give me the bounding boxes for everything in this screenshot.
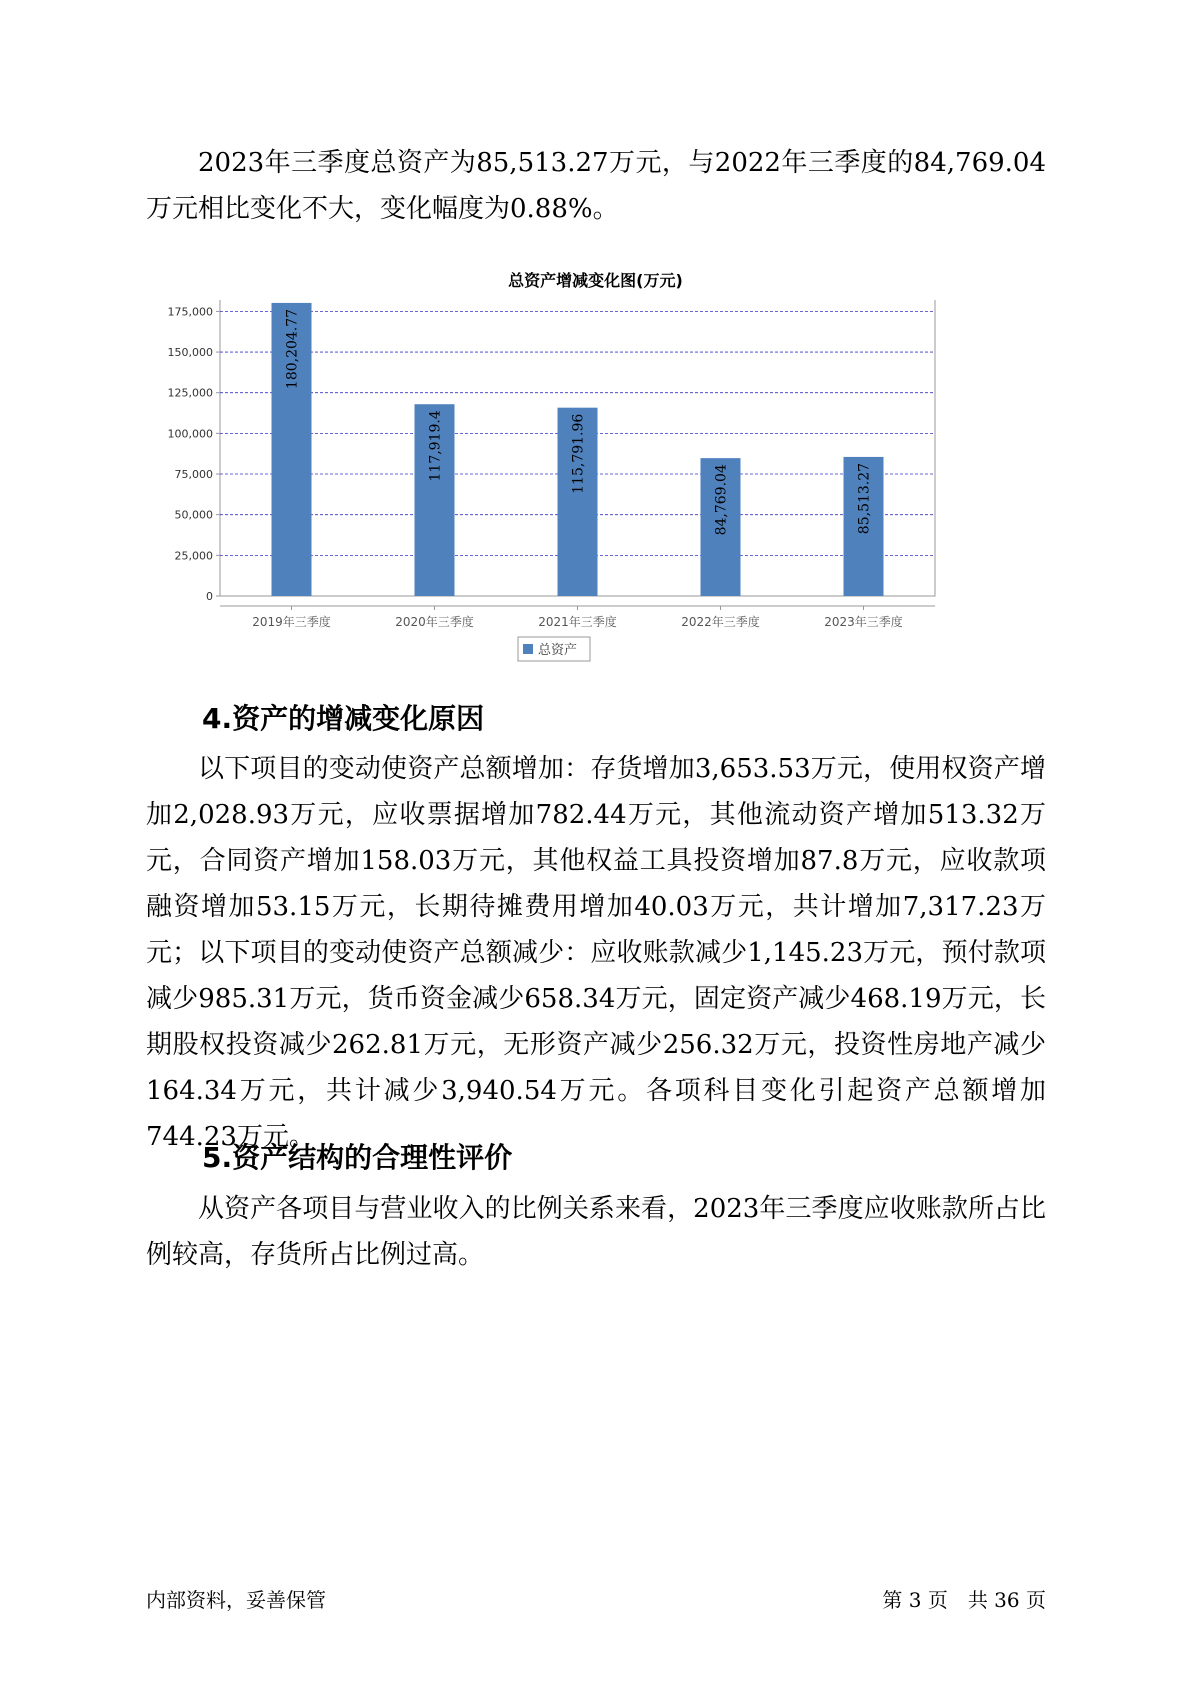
x-tick-label: 2023年三季度 (824, 615, 903, 629)
intro-paragraph: 2023年三季度总资产为85,513.27万元，与2022年三季度的84,769.04万元相比变化不大，变化幅度为0.88%。 (146, 148, 1046, 224)
y-tick-label: 50,000 (174, 508, 213, 522)
x-tick-label: 2020年三季度 (395, 615, 474, 629)
y-tick-label: 75,000 (174, 468, 213, 482)
section-4-paragraph: 以下项目的变动使资产总额增加：存货增加3,653.53万元，使用权资产增加2,028.93万元，应收票据增加782.44万元，其他流动资产增加513.32万元，合同资产增加158.03万元，其他权益工具投资增加87.8万元，应收款项融资增加53.15万元，长期待摊费用增加40.03万元，共计增加7,317.23万元；以下项目的变动使资产总额减少：应收账款减少1,145.23万元，预付款项减少985.31万元，货币资金减少658.34万元，固定资产减少468.19万元，长期股权投资减少262.81万元，无形资产减少256.32万元，投资性房地产减少164.34万元，共计减少3,940.54万元。各项科目变化引起资产总额增加744.23万元。 (146, 754, 1046, 1152)
bar-data-label: 84,769.04 (713, 464, 730, 536)
section-5-paragraph: 从资产各项目与营业收入的比例关系来看，2023年三季度应收账款所占比例较高，存货所占比例过高。 (146, 1194, 1046, 1270)
bar-data-label: 117,919.4 (427, 410, 444, 482)
total-assets-bar-chart (160, 300, 1020, 720)
x-tick-label: 2022年三季度 (681, 615, 760, 629)
y-tick-label: 25,000 (174, 549, 213, 563)
bar-data-label: 115,791.96 (570, 413, 587, 494)
bar-data-label: 85,513.27 (856, 462, 873, 535)
y-tick-label: 100,000 (167, 427, 213, 441)
footer-page-number: 第 3 页 共 36 页 (882, 1588, 1046, 1612)
footer-confidential-note: 内部资料，妥善保管 (146, 1588, 326, 1612)
section-5-heading: 5.资产结构的合理性评价 (202, 1141, 513, 1174)
bar-data-label: 180,204.77 (284, 308, 301, 390)
x-tick-label: 2019年三季度 (252, 615, 331, 629)
section-4-heading: 4.资产的增减变化原因 (202, 702, 485, 735)
y-tick-label: 150,000 (167, 346, 213, 360)
chart-title: 总资产增减变化图(万元) (508, 271, 683, 290)
y-tick-label: 0 (206, 590, 213, 603)
y-tick-label: 175,000 (167, 305, 213, 319)
y-tick-label: 125,000 (167, 386, 213, 400)
legend-label: 总资产 (538, 643, 578, 658)
legend-swatch (523, 644, 533, 654)
x-tick-label: 2021年三季度 (538, 615, 617, 629)
